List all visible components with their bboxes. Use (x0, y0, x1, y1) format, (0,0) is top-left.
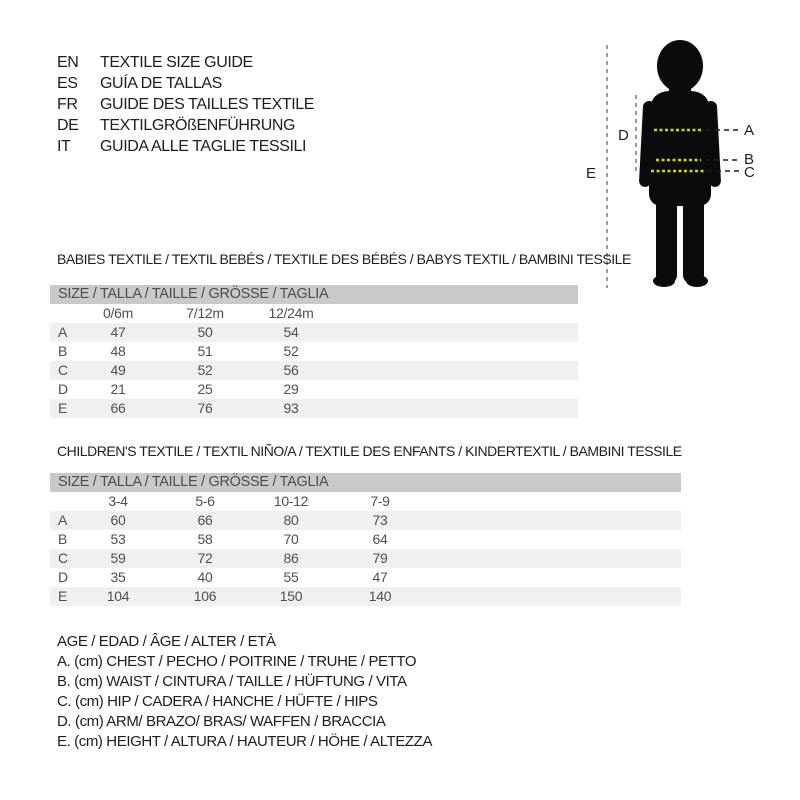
child-silhouette (639, 40, 721, 287)
language-row (57, 52, 314, 73)
language-code: ES (57, 75, 78, 92)
cell: 29 (283, 381, 299, 397)
column-header: 3-4 (108, 493, 128, 509)
table-row (50, 568, 681, 587)
row-label: E (58, 588, 68, 604)
legend-line: B. (cm) WAIST / CINTURA / TAILLE / HÜFTUNG / VITA (57, 673, 407, 690)
table-row (50, 342, 578, 361)
cell: 60 (110, 512, 126, 528)
language-code: IT (57, 138, 71, 155)
language-title: TEXTILE SIZE GUIDE (100, 54, 253, 71)
cell: 25 (197, 381, 213, 397)
cell: 66 (110, 400, 126, 416)
babies-size-table (50, 285, 578, 418)
column-header: 0/6m (103, 305, 133, 321)
legend-line: A. (cm) CHEST / PECHO / POITRINE / TRUHE / PETTO (57, 653, 417, 670)
figure-label-c: C (744, 164, 755, 181)
column-header: 7-9 (370, 493, 390, 509)
table-row (50, 399, 578, 418)
cell: 76 (197, 400, 213, 416)
cell: 40 (197, 569, 213, 585)
column-header: 12/24m (268, 305, 314, 321)
row-label: A (58, 512, 68, 528)
cell: 35 (110, 569, 126, 585)
row-label: E (58, 400, 68, 416)
cell: 79 (372, 550, 388, 566)
legend-line: AGE / EDAD / ÂGE / ALTER / ETÀ (57, 633, 276, 650)
row-label: C (58, 362, 68, 378)
language-row (57, 115, 314, 136)
legend-line: E. (cm) HEIGHT / ALTURA / HAUTEUR / HÖHE / ALTEZZA (57, 733, 433, 750)
babies-column-header-row (50, 304, 578, 323)
legend-line: C. (cm) HIP / CADERA / HANCHE / HÜFTE / HIPS (57, 693, 378, 710)
cell: 52 (197, 362, 213, 378)
language-code: FR (57, 96, 78, 113)
language-row (57, 136, 314, 157)
cell: 73 (372, 512, 388, 528)
cell: 47 (110, 324, 126, 340)
cell: 86 (283, 550, 299, 566)
cell: 93 (283, 400, 299, 416)
row-label: D (58, 381, 68, 397)
figure-label-b: B (744, 151, 754, 168)
language-title: GUÍA DE TALLAS (100, 75, 222, 92)
row-label: C (58, 550, 68, 566)
language-title: TEXTILGRÖßENFÜHRUNG (100, 117, 296, 134)
cell: 140 (368, 588, 392, 604)
children-column-header-row (50, 492, 681, 511)
column-header: 10-12 (273, 493, 309, 509)
cell: 55 (283, 569, 299, 585)
cell: 59 (110, 550, 126, 566)
table-row (50, 323, 578, 342)
column-header: 7/12m (186, 305, 224, 321)
cell: 52 (283, 343, 299, 359)
table-row (50, 380, 578, 399)
cell: 54 (283, 324, 299, 340)
cell: 64 (372, 531, 388, 547)
table-row (50, 511, 681, 530)
table-row (50, 549, 681, 568)
babies-section-title: BABIES TEXTILE / TEXTIL BEBÉS / TEXTILE DES BÉBÉS / BABYS TEXTIL / BAMBINI TESSILE (57, 251, 631, 267)
table-row (50, 530, 681, 549)
row-label: B (58, 531, 68, 547)
cell: 72 (197, 550, 213, 566)
row-label: B (58, 343, 68, 359)
cell: 49 (110, 362, 126, 378)
row-label: D (58, 569, 68, 585)
figure-label-a: A (744, 122, 754, 139)
cell: 70 (283, 531, 299, 547)
children-section-title: CHILDREN'S TEXTILE / TEXTIL NIÑO/A / TEXTILE DES ENFANTS / KINDERTEXTIL / BAMBINI TESSILE (57, 443, 682, 459)
babies-size-band: SIZE / TALLA / TAILLE / GRÖSSE / TAGLIA (50, 285, 578, 304)
table-row (50, 587, 681, 606)
cell: 50 (197, 324, 213, 340)
language-row (57, 94, 314, 115)
legend-line: D. (cm) ARM/ BRAZO/ BRAS/ WAFFEN / BRACCIA (57, 713, 386, 730)
children-size-band: SIZE / TALLA / TAILLE / GRÖSSE / TAGLIA (50, 473, 681, 492)
language-code: EN (57, 54, 79, 71)
cell: 150 (279, 588, 303, 604)
cell: 106 (193, 588, 217, 604)
children-size-table (50, 473, 681, 606)
table-row (50, 361, 578, 380)
column-header: 5-6 (195, 493, 215, 509)
language-title: GUIDE DES TAILLES TEXTILE (100, 96, 315, 113)
language-row (57, 73, 314, 94)
figure-label-e: E (586, 165, 596, 182)
cell: 56 (283, 362, 299, 378)
cell: 48 (110, 343, 126, 359)
cell: 66 (197, 512, 213, 528)
cell: 58 (197, 531, 213, 547)
language-title: GUIDA ALLE TAGLIE TESSILI (100, 138, 307, 155)
cell: 21 (110, 381, 126, 397)
cell: 47 (372, 569, 388, 585)
language-list (57, 52, 314, 157)
figure-label-d: D (618, 127, 629, 144)
cell: 104 (106, 588, 130, 604)
language-code: DE (57, 117, 79, 134)
cell: 53 (110, 531, 126, 547)
cell: 80 (283, 512, 299, 528)
cell: 51 (197, 343, 213, 359)
row-label: A (58, 324, 68, 340)
measurement-legend (57, 632, 432, 752)
